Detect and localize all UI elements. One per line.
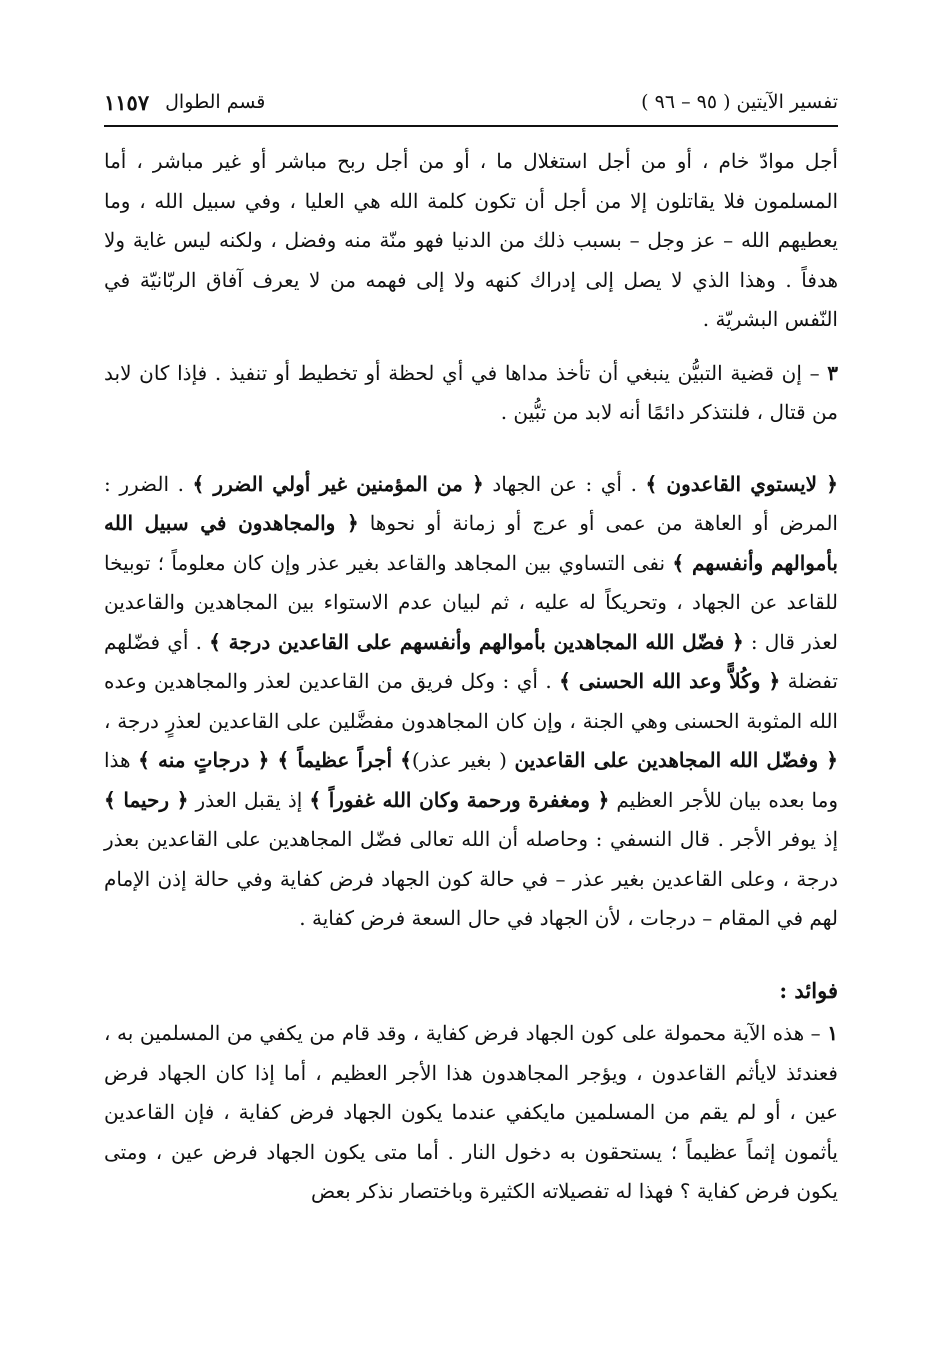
- quran-quote-5: ﴿ وكُلاًّ وعد الله الحسنى ﴾: [559, 669, 781, 693]
- header-rule: [104, 125, 838, 127]
- quran-quote-1: ﴿ لايستوي القاعدون ﴾: [645, 471, 838, 496]
- quran-quote-7: ﴾ أجراً عظيماً ﴾ ﴿ درجاتٍ منه ﴾: [138, 748, 412, 772]
- commentary-9: إذ يوفر الأجر . قال النسفي : وحاصله أن الله تعالى فضّل المجاهدين على القاعدين بعذر درجة ، وعلى القاعدين بغير عذر – في حالة كون الجهاد فرض كفاية وفي حالة إذن الإمام لهم في المقام – درجات ، لأن الجهاد في حال السعة فرض كفاية .: [104, 827, 838, 930]
- quran-quote-8: ﴿ ومغفرة ورحمة وكان الله غفوراً ﴾: [309, 787, 610, 812]
- quran-quote-9: ﴿ رحيما ﴾: [104, 787, 189, 812]
- paragraph-2: [104, 354, 838, 433]
- header-title: تفسير الآيتين ( ٩٥ – ٩٦ ): [641, 91, 838, 113]
- tafsir-paragraph: [104, 465, 838, 939]
- paragraph-fawaid-1-text: – هذه الآية محمولة على كون الجهاد فرض كفاية ، وقد قام من يكفي من المسلمين به ، فعندئذ لايأثم القاعدون ، ويؤجر المجاهدون هذا الأجر العظيم ، أما إذا كان الجهاد فرض عين ، أو لم يقم من المسلمين مايكفي عندما يكون الجهاد فرض كفاية ، فإن القاعدين يأثمون إثماً عظيماً ؛ يستحقون به دخول النار . أما متى يكون الجهاد فرض عين ، ومتى يكون فرض كفاية ؟ فهذا له تفصيلاته الكثيرة وباختصار نذكر بعض: [104, 1021, 839, 1203]
- commentary-1: . أي : عن الجهاد: [483, 471, 646, 496]
- quran-quote-6: ﴿ وفضّل الله المجاهدين على القاعدين: [514, 748, 838, 772]
- header-section: قسم الطوال: [165, 91, 266, 113]
- paragraph-1: أجل موادّ خام ، أو من أجل استغلال ما ، أو من أجل ربح مباشر أو غير مباشر ، أما المسلمون فلا يقاتلون إلا من أجل أن تكون كلمة الله هي العليا ، وفي سبيل الله ، وما يعطيهم الله – عز وجل – بسبب ذلك من الدنيا فهو منّة منه وفضل ، ولكنه ليس غاية ولا هدفاً . وهذا الذي لا يصل إلى إدراك كنهه ولا إلى فهمه من لا يعرف آفاق الربّانيّة في النّفس البشريّة .: [104, 149, 838, 331]
- commentary-8: إذ يقبل العذر: [188, 787, 310, 812]
- commentary-2: . الضرر : المرض أو العاهة من عمى أو عرج أو زمانة أو نحوها: [104, 471, 838, 535]
- running-header: [104, 84, 838, 120]
- commentary-5: . أي : وكل فريق من القاعدين لعذر والمجاهدين وعده الله المثوبة الحسنى وهي الجنة ، وإن كان المجاهدون مفضَّلين على القاعدين لعذرٍ درجة ،: [104, 669, 838, 733]
- page-number: ١١٥٧: [104, 89, 150, 115]
- commentary-4: . أي فضّلهم تفضلة: [104, 629, 838, 693]
- fawaid-heading: فوائد :: [779, 977, 838, 1003]
- commentary-3: نفى التساوي بين المجاهد والقاعد بغير عذر وإن كان معلوماً ؛ توبيخا للقاعد عن الجهاد ، وتحريكاً له عليه ، ثم لبيان عدم الاستواء بين المجاهدين والقاعدين لعذر قال :: [104, 550, 838, 654]
- header-meta: [104, 90, 265, 115]
- commentary-7: هذا وما بعده بيان للأجر العظيم: [104, 748, 839, 812]
- point-number-1: ١: [827, 1021, 838, 1045]
- quran-quote-2: ﴿ من المؤمنين غير أولي الضرر ﴾: [192, 471, 484, 496]
- page-body: [104, 142, 838, 1212]
- paragraph-2-text: – إن قضية التبيُّن ينبغي أن تأخذ مداها في أي لحظة أو تخطيط أو تنفيذ . فإذا كان لابد من قتال ، فلنتذكر دائمًا أنه لابد من تبُّين .: [104, 360, 838, 424]
- quran-quote-3: ﴿ والمجاهدون في سبيل الله بأموالهم وأنفسهم ﴾: [104, 511, 838, 575]
- quran-quote-4: ﴿ فضّل الله المجاهدين بأموالهم وأنفسهم على القاعدين درجة ﴾: [209, 629, 744, 654]
- paragraph-fawaid-1: [104, 1014, 838, 1212]
- point-number-3: ٣: [827, 360, 839, 385]
- commentary-6: ( بغير عذر): [411, 748, 515, 772]
